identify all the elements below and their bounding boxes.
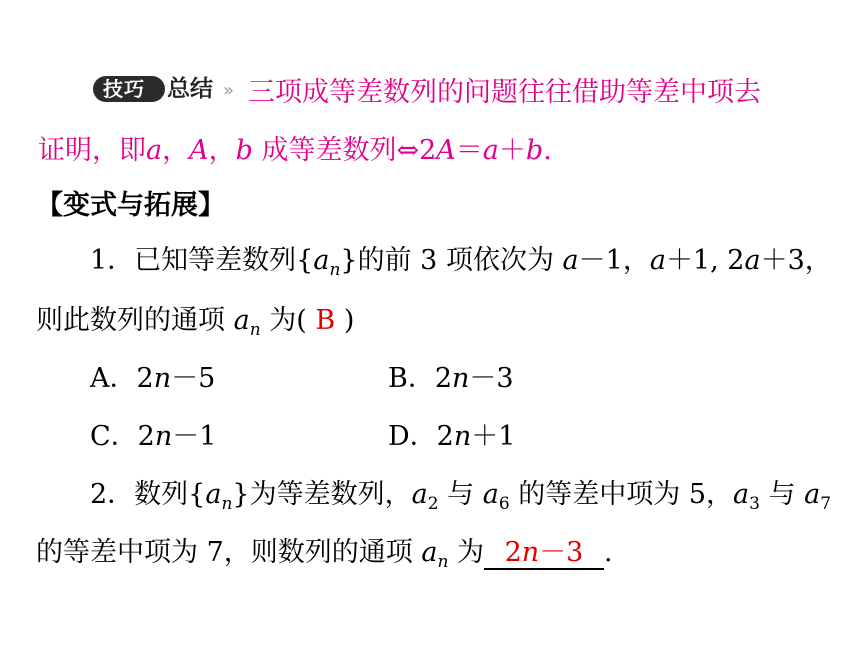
section-title: 【变式与拓展】 xyxy=(36,190,225,221)
q1-option-c: C．2n－1 xyxy=(90,421,217,452)
q2-line-2: 的等差中项为 7，则数列的通项 $a_n$ 为 2n－3 . xyxy=(36,537,613,572)
badge-label-skill: 技巧 xyxy=(103,77,145,101)
q2-answer-blank: 2n－3 xyxy=(484,538,604,570)
q1-answer: B xyxy=(315,305,336,336)
tip-badge xyxy=(93,74,243,108)
q1-option-a: A．2n－5 xyxy=(90,363,216,394)
q1-line-2: 则此数列的通项 $a_n$ 为( B ) xyxy=(36,305,355,340)
double-arrow-icon: » xyxy=(223,80,235,101)
badge-label-summary: 总结 xyxy=(167,76,213,102)
q1-option-d: D．2n＋1 xyxy=(388,421,516,452)
q1-line-1: 1．已知等差数列$\{a_n\}$的前 3 项依次为 a－1，a＋1, 2a＋3， xyxy=(90,245,832,280)
q2-line-1: 2．数列$\{a_n\}$为等差数列，$a_2$ 与 $a_6$ 的等差中项为 5，$a_3$ 与 $a_7$ xyxy=(90,479,832,514)
tip-line-1: 三项成等差数列的问题往往借助等差中项去 xyxy=(248,77,761,108)
q1-option-b: B．2n－3 xyxy=(388,363,514,394)
tip-line-2: 证明，即a，A，b 成等差数列⇔2A＝a＋b. xyxy=(38,135,552,166)
